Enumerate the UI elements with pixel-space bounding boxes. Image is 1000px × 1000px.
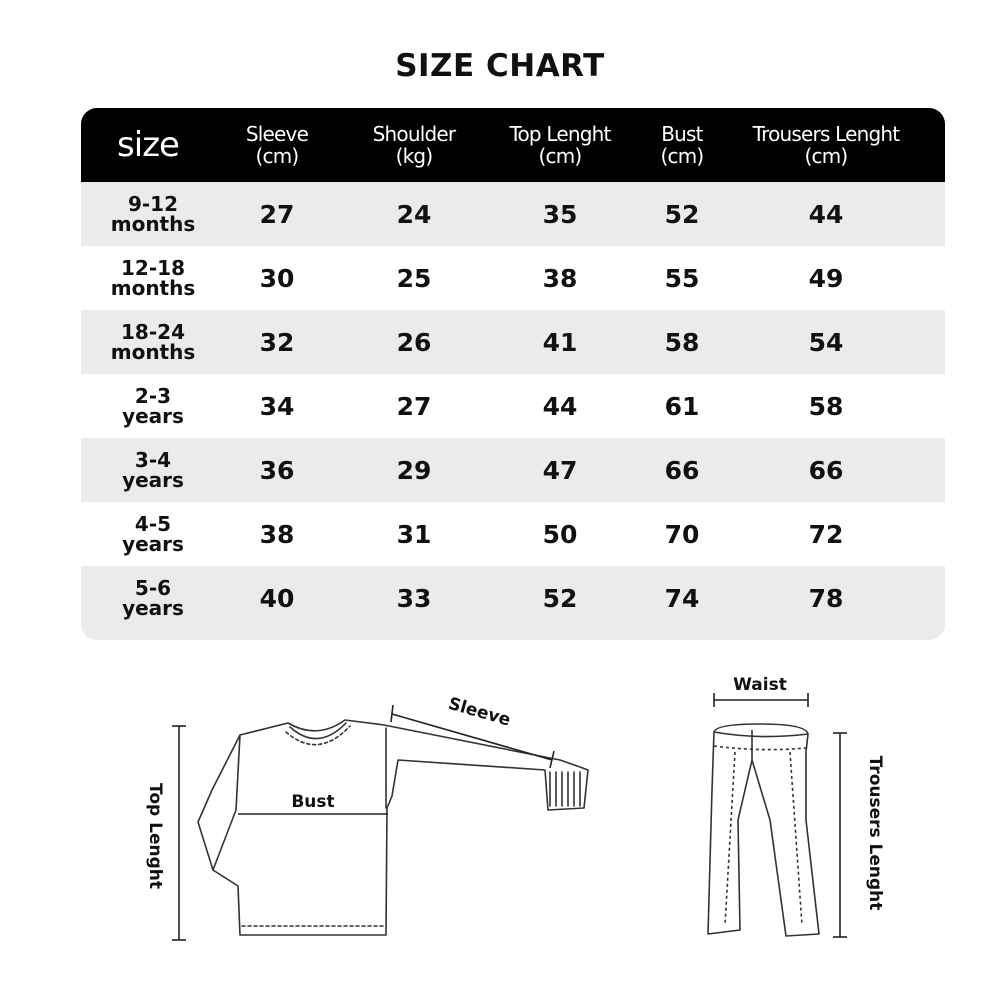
size-range: 12-18 <box>121 256 185 280</box>
header-bust-label: Bust <box>661 122 703 146</box>
top-length-line <box>172 726 186 940</box>
shoulder-value: 29 <box>396 455 432 485</box>
trousers-length-line <box>833 733 847 937</box>
trousers-length-value: 78 <box>808 583 844 613</box>
waist-line <box>714 693 808 707</box>
trousers-length-value: 44 <box>808 199 844 229</box>
sleeve-value: 30 <box>259 263 295 293</box>
top-length-value: 52 <box>542 583 578 613</box>
sleeve-label: Sleeve <box>445 693 513 731</box>
sleeve-value: 36 <box>259 455 295 485</box>
header-top-length-label: Top Lenght <box>509 122 611 146</box>
size-range: 2-3 <box>134 384 172 408</box>
trousers-drawing <box>708 724 819 936</box>
shoulder-value: 24 <box>396 199 432 229</box>
sleeve-value: 27 <box>259 199 295 229</box>
trousers-length-value: 58 <box>808 391 844 421</box>
size-range: 9-12 <box>127 192 179 216</box>
page-title: SIZE CHART <box>395 48 605 84</box>
sleeve-value: 38 <box>259 519 295 549</box>
waist-label: Waist <box>733 675 787 695</box>
top-length-value: 50 <box>542 519 578 549</box>
top-length-value: 47 <box>542 455 578 485</box>
size-range: 4-5 <box>134 512 172 536</box>
top-length-value: 44 <box>542 391 578 421</box>
shoulder-value: 31 <box>396 519 432 549</box>
trousers-length-value: 66 <box>808 455 844 485</box>
shoulder-value: 25 <box>396 263 432 293</box>
size-range: 3-4 <box>134 448 172 472</box>
shoulder-value: 26 <box>396 327 432 357</box>
trousers-length-value: 72 <box>808 519 844 549</box>
header-shoulder-unit: (kg) <box>395 144 433 168</box>
bust-label: Bust <box>291 792 335 812</box>
header-trousers-length-label: Trousers Lenght <box>752 122 900 146</box>
header-top-length-unit: (cm) <box>538 144 582 168</box>
bust-value: 70 <box>664 519 700 549</box>
shirt-drawing <box>198 720 588 935</box>
size-unit: years <box>122 468 184 492</box>
header-sleeve-unit: (cm) <box>255 144 299 168</box>
size-unit: months <box>110 212 196 236</box>
trousers-length-label: Trousers Lenght <box>865 755 885 911</box>
sleeve-value: 34 <box>259 391 295 421</box>
bust-value: 55 <box>664 263 700 293</box>
bust-value: 74 <box>664 583 700 613</box>
size-unit: years <box>122 596 184 620</box>
bust-value: 66 <box>664 455 700 485</box>
trousers-length-value: 49 <box>808 263 844 293</box>
size-range: 5-6 <box>134 576 172 600</box>
sleeve-value: 40 <box>259 583 295 613</box>
header-trousers-length-unit: (cm) <box>804 144 848 168</box>
header-size-label: size <box>117 125 179 165</box>
header-bust-unit: (cm) <box>660 144 704 168</box>
top-length-value: 35 <box>542 199 578 229</box>
size-range: 18-24 <box>121 320 185 344</box>
bust-value: 52 <box>664 199 700 229</box>
top-length-value: 41 <box>542 327 578 357</box>
trousers-length-value: 54 <box>808 327 844 357</box>
header-shoulder-label: Shoulder <box>372 122 456 146</box>
shoulder-value: 33 <box>396 583 432 613</box>
bust-value: 61 <box>664 391 700 421</box>
size-unit: years <box>122 404 184 428</box>
header-sleeve-label: Sleeve <box>245 122 309 146</box>
top-length-value: 38 <box>542 263 578 293</box>
top-length-label: Top Lenght <box>145 783 165 889</box>
bust-value: 58 <box>664 327 700 357</box>
shoulder-value: 27 <box>396 391 432 421</box>
sleeve-value: 32 <box>259 327 295 357</box>
size-unit: months <box>110 340 196 364</box>
size-unit: years <box>122 532 184 556</box>
size-unit: months <box>110 276 196 300</box>
